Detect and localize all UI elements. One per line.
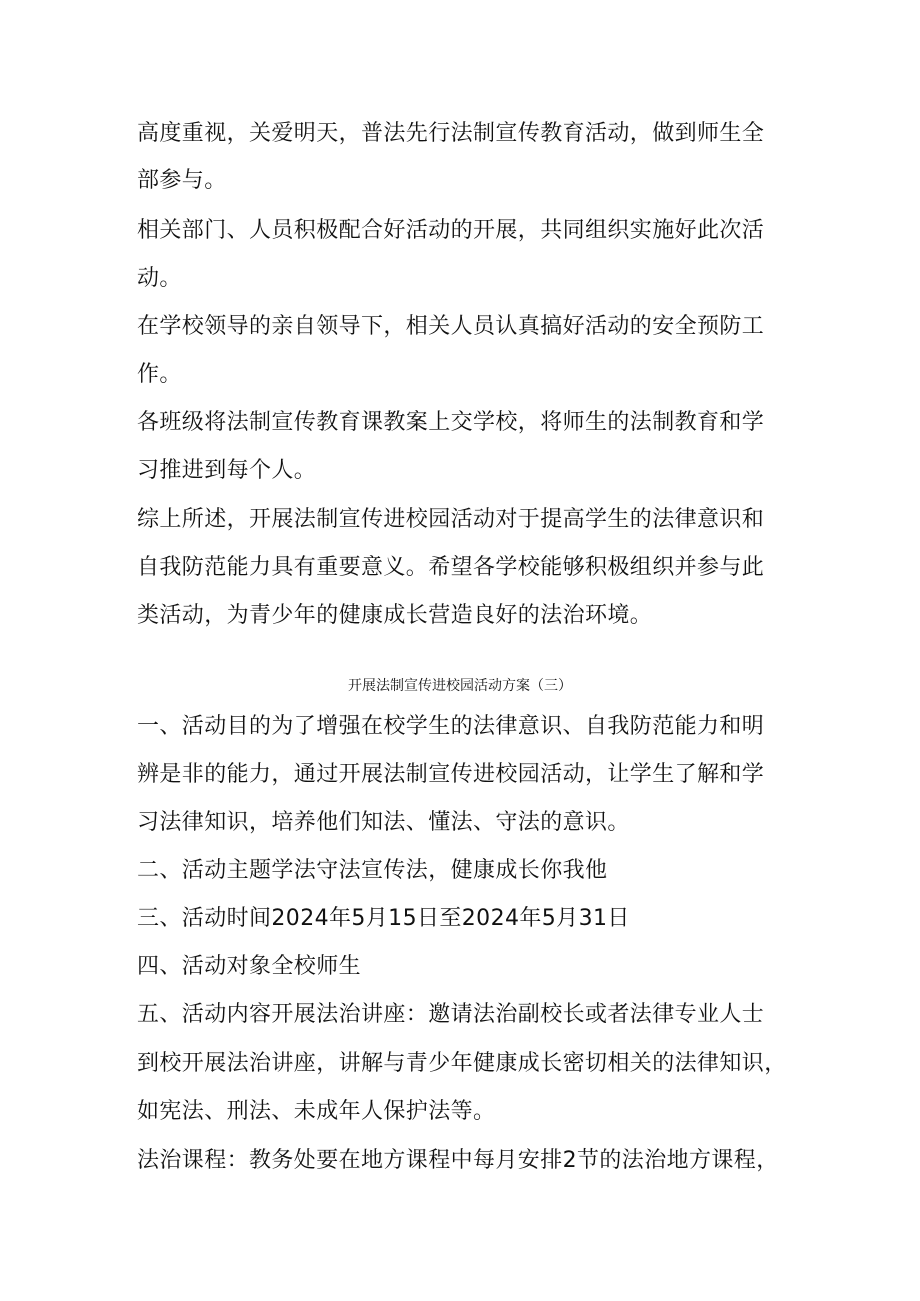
paragraph-line: 高度重视，关爱明天，普法先行法制宣传教育活动，做到师生全 — [137, 121, 765, 146]
paragraph-line: 法治课程：教务处要在地方课程中每月安排2节的法治地方课程， — [137, 1148, 779, 1173]
paragraph-line: 四、活动对象全校师生 — [137, 954, 362, 979]
paragraph-line: 各班级将法制宣传教育课教案上交学校，将师生的法制教育和学 — [137, 410, 765, 435]
paragraph-line: 相关部门、人员积极配合好活动的开展，共同组织实施好此次活 — [137, 218, 765, 243]
paragraph-line: 综上所述，开展法制宣传进校园活动对于提高学生的法律意识和 — [137, 507, 765, 532]
paragraph-line: 三、活动时间2024年5月15日至2024年5月31日 — [137, 906, 630, 931]
paragraph-line: 作。 — [137, 362, 182, 387]
paragraph-line: 到校开展法治讲座，讲解与青少年健康成长密切相关的法律知识， — [137, 1051, 787, 1076]
paragraph-line: 如宪法、刑法、未成年人保护法等。 — [137, 1099, 496, 1124]
section-title: 开展法制宣传进校园活动方案（三） — [348, 678, 572, 694]
paragraph-line: 类活动，为青少年的健康成长营造良好的法治环境。 — [137, 603, 653, 628]
paragraph-line: 五、活动内容开展法治讲座：邀请法治副校长或者法律专业人士 — [137, 1002, 765, 1027]
paragraph-line: 二、活动主题学法守法宣传法，健康成长你我他 — [137, 858, 608, 883]
paragraph-line: 习法律知识，培养他们知法、懂法、守法的意识。 — [137, 810, 630, 835]
paragraph-line: 部参与。 — [137, 168, 227, 193]
paragraph-line: 辨是非的能力，通过开展法制宣传进校园活动，让学生了解和学 — [137, 762, 765, 787]
paragraph-line: 在学校领导的亲自领导下，相关人员认真搞好活动的安全预防工 — [137, 314, 765, 339]
paragraph-line: 习推进到每个人。 — [137, 458, 317, 483]
paragraph-line: 自我防范能力具有重要意义。希望各学校能够积极组织并参与此 — [137, 555, 765, 580]
paragraph-line: 一、活动目的为了增强在校学生的法律意识、自我防范能力和明 — [137, 714, 765, 739]
paragraph-line: 动。 — [137, 266, 182, 291]
